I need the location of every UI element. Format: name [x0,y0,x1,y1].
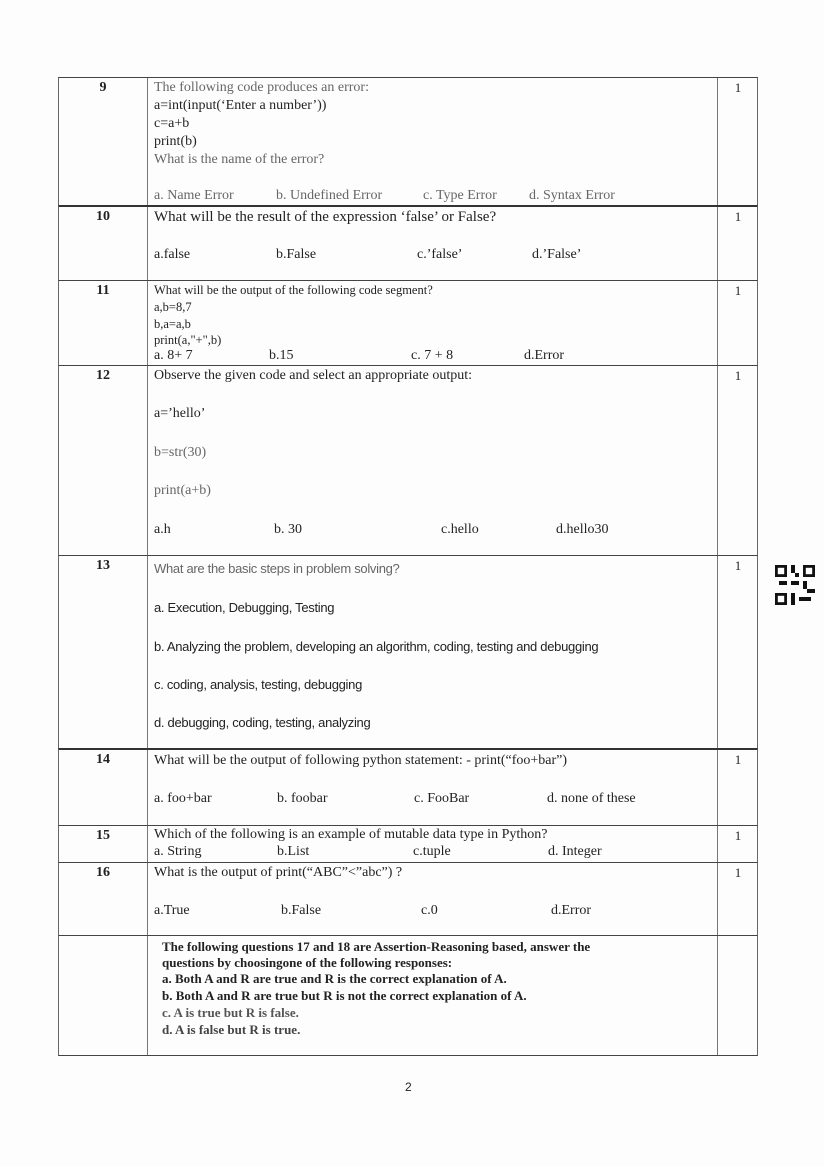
option-a: a.True [154,903,190,918]
option-a: a. Name Error [154,188,234,203]
code-line: c=a+b [154,116,190,131]
response-option-c: c. A is true but R is false. [162,1005,299,1020]
option-c: c. FooBar [414,791,470,806]
question-marks: 1 [734,283,742,298]
question-text: What will be the output of following python statement: - print(“foo+bar”) [154,753,568,768]
question-row-16 [58,862,758,935]
option-c: c.0 [421,903,438,918]
question-marks: 1 [734,828,742,843]
assertion-instructions-row [58,935,758,1056]
code-line: print(a+b) [154,483,211,498]
response-option-b: b. Both A and R are true but R is not the correct explanation of A. [162,988,527,1003]
option-c: c.hello [441,522,479,537]
option-a: a.false [154,247,191,262]
option-d: d. Integer [548,844,602,859]
question-text: The following code produces an error: [154,80,369,95]
option-d: d. none of these [547,791,636,806]
question-marks: 1 [734,368,742,383]
option-b: b. foobar [277,791,328,806]
question-row-13 [58,555,758,748]
response-option-a: a. Both A and R are true and R is the correct explanation of A. [162,971,507,986]
instruction-text: The following questions 17 and 18 are Assertion-Reasoning based, answer the [162,939,591,954]
question-number: 12 [96,368,110,383]
question-number: 14 [96,752,110,767]
option-b: b. Undefined Error [276,188,383,203]
option-d: d.’False’ [532,247,582,262]
question-number: 16 [96,865,110,880]
question-marks: 1 [734,209,742,224]
response-option-d: d. A is false but R is true. [162,1022,301,1037]
option-a: a. foo+bar [154,791,212,806]
option-b: b. Analyzing the problem, developing an algorithm, coding, testing and debugging [154,639,599,654]
qr-code-icon [775,565,815,605]
code-line: a=’hello’ [154,406,206,421]
code-line: a=int(input(‘Enter a number’)) [154,98,327,113]
option-a: a. 8+ 7 [154,348,193,363]
question-number: 9 [99,80,107,95]
option-d: d.Error [551,903,592,918]
question-text: What are the basic steps in problem solving? [154,561,400,576]
question-text: What will be the result of the expression ‘false’ or False? [154,209,497,225]
option-a: a.h [154,522,171,537]
code-line: b,a=a,b [154,317,191,331]
code-line: a,b=8,7 [154,300,192,314]
question-text: What is the name of the error? [154,152,325,167]
question-row-11 [58,280,758,365]
question-number: 13 [96,558,110,573]
page-number: 2 [405,1080,412,1094]
code-line: print(b) [154,134,197,149]
option-d: d.hello30 [556,522,609,537]
option-c: c. 7 + 8 [411,348,454,363]
option-a: a. String [154,844,202,859]
question-number: 11 [96,283,110,298]
option-d: d. Syntax Error [529,188,615,203]
question-text: What is the output of print(“ABC”<”abc”) ? [154,865,403,880]
question-row-9 [58,77,758,205]
question-marks: 1 [734,752,742,767]
question-marks: 1 [734,558,742,573]
question-row-12 [58,365,758,555]
option-b: b.List [277,844,310,859]
code-line: print(a,"+",b) [154,333,222,347]
question-marks: 1 [734,80,742,95]
question-row-14 [58,748,758,825]
question-text: Which of the following is an example of mutable data type in Python? [154,827,548,842]
option-d: d.Error [524,348,565,363]
option-a: a. Execution, Debugging, Testing [154,600,335,615]
question-number: 15 [96,828,110,843]
option-b: b. 30 [274,522,302,537]
option-c: c.tuple [413,844,451,859]
question-text: What will be the output of the following code segment? [154,283,433,297]
option-b: b.False [281,903,322,918]
question-text: Observe the given code and select an appropriate output: [154,368,472,383]
option-c: c.’false’ [417,247,463,262]
option-c: c. Type Error [423,188,497,203]
question-row-10 [58,205,758,280]
question-number: 10 [96,209,110,224]
option-c: c. coding, analysis, testing, debugging [154,677,362,692]
question-marks: 1 [734,865,742,880]
question-row-15 [58,825,758,862]
option-b: b.False [276,247,317,262]
code-line: b=str(30) [154,445,207,460]
instruction-text: questions by choosingone of the following responses: [162,955,453,970]
option-b: b.15 [269,348,294,363]
option-d: d. debugging, coding, testing, analyzing [154,715,371,730]
